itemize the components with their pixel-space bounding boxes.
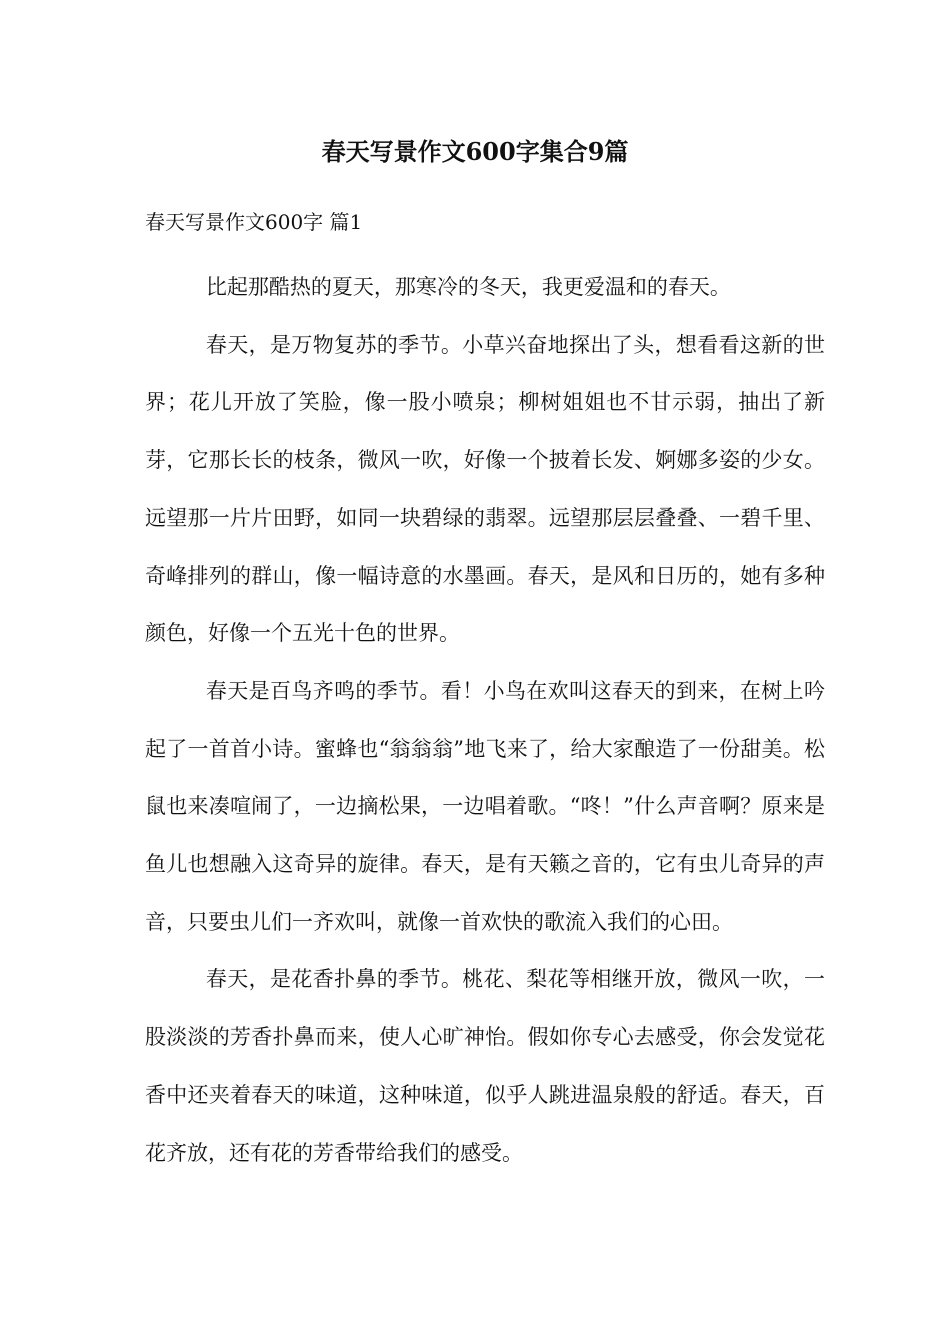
body-text: [145, 259, 825, 1182]
paragraph-3: 春天是百鸟齐鸣的季节。看！小鸟在欢叫这春天的到来，在树上吟起了一首首小诗。蜜蜂也“翁翁翁”地飞来了，给大家酿造了一份甜美。松鼠也来凑喧闹了，一边摘松果，一边唱着歌。“咚！”什么声音啊？原来是鱼儿也想融入这奇异的旋律。春天，是有天籁之音的，它有虫儿奇异的声音，只要虫儿们一齐欢叫，就像一首欢快的歌流入我们的心田。: [145, 678, 825, 934]
paragraph-2: 春天，是万物复苏的季节。小草兴奋地探出了头，想看看这新的世界；花儿开放了笑脸，像一股小喷泉；柳树姐姐也不甘示弱，抽出了新芽，它那长长的枝条，微风一吹，好像一个披着长发、婀娜多姿的少女。远望那一片片田野，如同一块碧绿的翡翠。远望那层层叠叠、一碧千里、奇峰排列的群山，像一幅诗意的水墨画。春天，是风和日历的，她有多种颜色，好像一个五光十色的世界。: [145, 332, 825, 646]
document-title: 春天写景作文600字集合9篇: [321, 137, 629, 166]
section-heading: 春天写景作文600字 篇1: [145, 210, 363, 234]
paragraph-4: 春天，是花香扑鼻的季节。桃花、梨花等相继开放，微风一吹，一股淡淡的芳香扑鼻而来，使人心旷神怡。假如你专心去感受，你会发觉花香中还夹着春天的味道，这种味道，似乎人跳进温泉般的舒适。春天，百花齐放，还有花的芳香带给我们的感受。: [145, 967, 825, 1165]
paragraph-1: 比起那酷热的夏天，那寒冷的冬天，我更爱温和的春天。: [205, 275, 731, 299]
